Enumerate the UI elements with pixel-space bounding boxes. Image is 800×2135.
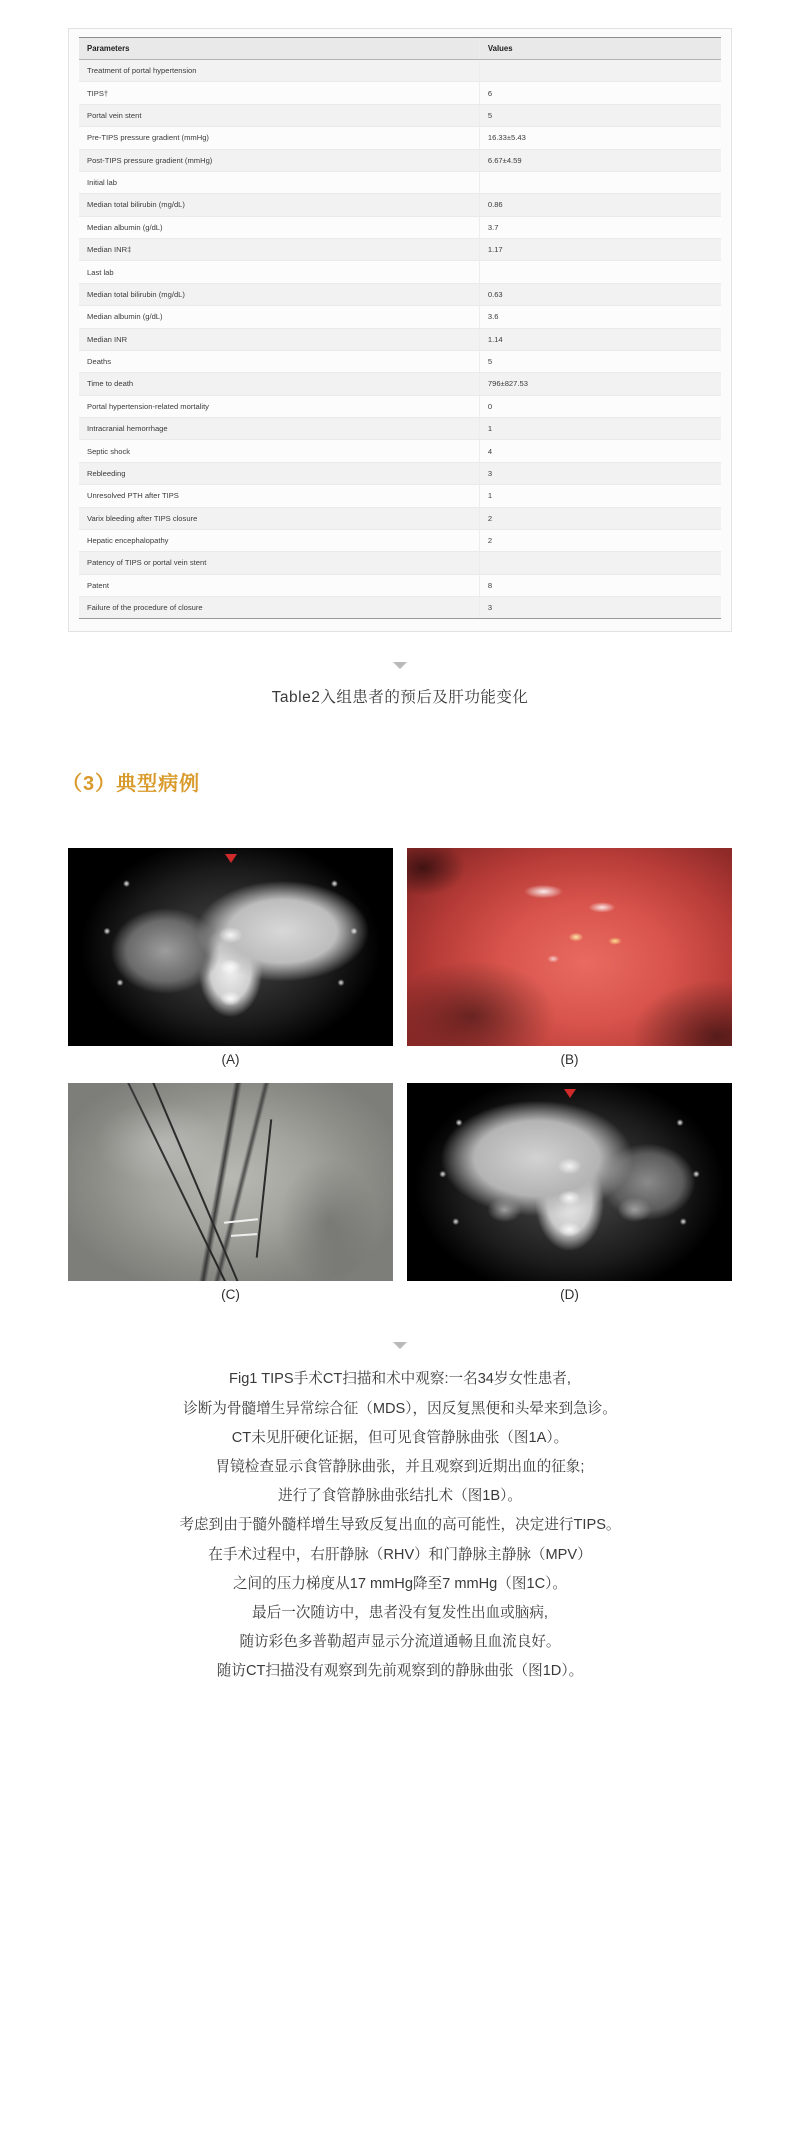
table-row: [79, 395, 721, 417]
table-row: [79, 283, 721, 305]
table-cell-parameter: Median INR‡: [79, 239, 479, 261]
figure-panel-c: [68, 1083, 393, 1316]
catheter-wire: [146, 1083, 241, 1281]
table-cell-value: 8: [479, 574, 721, 596]
figure-label-b: (B): [560, 1052, 579, 1068]
figure-caption-line: 进行了食管静脉曲张结扎术（图1B）。: [277, 1488, 523, 1505]
table-cell-value: [479, 261, 721, 283]
table-row: [79, 597, 721, 619]
table-cell-value: 796±827.53: [479, 373, 721, 395]
table-row: [79, 171, 721, 193]
figure-caption-line: 随访彩色多普勒超声显示分流道通畅且血流良好。: [239, 1634, 561, 1651]
figure-panel-d: [407, 1083, 732, 1316]
table-cell-value: 6: [479, 82, 721, 104]
table-cell-parameter: Rebleeding: [79, 462, 479, 484]
table-cell-value: [479, 171, 721, 193]
table-row: [79, 373, 721, 395]
table-cell-parameter: Deaths: [79, 350, 479, 372]
table-cell-parameter: Treatment of portal hypertension: [79, 60, 479, 82]
figure-caption-line: 之间的压力梯度从17 mmHg降至7 mmHg（图1C）。: [232, 1575, 568, 1592]
table-row: [79, 440, 721, 462]
table-cell-parameter: Portal vein stent: [79, 104, 479, 126]
table-cell-value: 0.63: [479, 283, 721, 305]
figure-caption: [46, 1365, 754, 1686]
table-cell-value: 1.17: [479, 239, 721, 261]
figure-panel-b: [407, 848, 732, 1081]
ct-image-a: [68, 848, 393, 1046]
endoscopy-image-b: [407, 848, 732, 1046]
table-cell-parameter: Septic shock: [79, 440, 479, 462]
table-cell-parameter: Failure of the procedure of closure: [79, 597, 479, 619]
column-header-values: Values: [479, 38, 721, 60]
figure-caption-line: CT未见肝硬化证据，但可见食管静脉曲张（图1A）。: [231, 1429, 569, 1446]
fluoroscopy-image-c: [68, 1083, 393, 1281]
table-caption: Table2入组患者的预后及肝功能变化: [271, 689, 529, 707]
table-cell-parameter: Hepatic encephalopathy: [79, 529, 479, 551]
catheter-wire: [256, 1119, 272, 1257]
table-row: [79, 82, 721, 104]
table-row: [79, 194, 721, 216]
figure-caption-line: 随访CT扫描没有观察到先前观察到的静脉曲张（图1D）。: [216, 1663, 584, 1680]
figure-caption-line: 胃镜检查显示食管静脉曲张，并且观察到近期出血的征象;: [215, 1458, 585, 1475]
table-row: [79, 149, 721, 171]
table-cell-value: 6.67±4.59: [479, 149, 721, 171]
table-row: [79, 485, 721, 507]
table-cell-value: 3: [479, 462, 721, 484]
stent-marker: [224, 1218, 258, 1223]
table-cell-parameter: Last lab: [79, 261, 479, 283]
table-cell-value: 5: [479, 350, 721, 372]
table-row: [79, 306, 721, 328]
table-cell-value: 0: [479, 395, 721, 417]
table-cell-parameter: Post-TIPS pressure gradient (mmHg): [79, 149, 479, 171]
table-cell-value: 1: [479, 485, 721, 507]
table-cell-parameter: Median albumin (g/dL): [79, 216, 479, 238]
figure-grid: [68, 848, 732, 1316]
table-cell-parameter: Varix bleeding after TIPS closure: [79, 507, 479, 529]
table-cell-value: 3.7: [479, 216, 721, 238]
table-row: [79, 552, 721, 574]
table-cell-parameter: Median albumin (g/dL): [79, 306, 479, 328]
table-cell-parameter: Median total bilirubin (mg/dL): [79, 194, 479, 216]
table-row: [79, 127, 721, 149]
table-cell-value: 3: [479, 597, 721, 619]
catheter-wire: [120, 1083, 226, 1281]
document-page: [0, 28, 800, 2135]
table-cell-parameter: Patency of TIPS or portal vein stent: [79, 552, 479, 574]
table-row: [79, 507, 721, 529]
table-cell-parameter: Portal hypertension-related mortality: [79, 395, 479, 417]
figure-caption-arrow-icon: [393, 1342, 407, 1349]
figure-caption-line: 在手术过程中，右肝静脉（RHV）和门静脉主静脉（MPV）: [208, 1546, 592, 1563]
table-row: [79, 104, 721, 126]
table-row: [79, 574, 721, 596]
table-row: [79, 462, 721, 484]
figure-caption-line: 考虑到由于髓外髓样增生导致反复出血的高可能性，决定进行TIPS。: [179, 1517, 621, 1534]
column-header-parameters: Parameters: [79, 38, 479, 60]
table-cell-parameter: Unresolved PTH after TIPS: [79, 485, 479, 507]
table-body: [79, 60, 721, 619]
table-cell-parameter: Median INR: [79, 328, 479, 350]
table-cell-value: 0.86: [479, 194, 721, 216]
figure-caption-line: Fig1 TIPS手术CT扫描和术中观察:一名34岁女性患者,: [229, 1371, 571, 1388]
marker-triangle-icon: [225, 854, 237, 863]
table-cell-value: 2: [479, 529, 721, 551]
table-row: [79, 261, 721, 283]
figure-caption-line: 最后一次随访中，患者没有复发性出血或脑病,: [252, 1604, 548, 1621]
table-cell-value: 1: [479, 418, 721, 440]
table-cell-value: 4: [479, 440, 721, 462]
figure-panel-a: [68, 848, 393, 1081]
table-cell-parameter: Patent: [79, 574, 479, 596]
table-row: [79, 328, 721, 350]
figure-label-d: (D): [560, 1287, 579, 1303]
marker-triangle-icon: [564, 1089, 576, 1098]
table-cell-parameter: Pre-TIPS pressure gradient (mmHg): [79, 127, 479, 149]
table-cell-parameter: Time to death: [79, 373, 479, 395]
table-cell-value: 3.6: [479, 306, 721, 328]
table-cell-value: 2: [479, 507, 721, 529]
table-cell-value: 16.33±5.43: [479, 127, 721, 149]
figure-label-c: (C): [221, 1287, 240, 1303]
table-row: [79, 418, 721, 440]
table-row: [79, 529, 721, 551]
table-cell-value: 5: [479, 104, 721, 126]
table-cell-parameter: Median total bilirubin (mg/dL): [79, 283, 479, 305]
table-row: [79, 239, 721, 261]
results-table: [79, 37, 721, 619]
table-row: [79, 60, 721, 82]
caption-arrow-icon: [393, 662, 407, 669]
table-cell-value: 1.14: [479, 328, 721, 350]
table-cell-parameter: Intracranial hemorrhage: [79, 418, 479, 440]
table-cell-value: [479, 60, 721, 82]
stent-marker: [230, 1233, 256, 1236]
ct-image-d: [407, 1083, 732, 1281]
table-header: [79, 38, 721, 60]
figure-label-a: (A): [221, 1052, 240, 1068]
section-heading: （3）典型病例: [62, 773, 201, 796]
table-row: [79, 350, 721, 372]
results-table-container: [68, 28, 732, 632]
table-cell-parameter: TIPS†: [79, 82, 479, 104]
figure-caption-line: 诊断为骨髓增生异常综合征（MDS），因反复黑便和头晕来到急诊。: [183, 1400, 617, 1417]
table-header-row: [79, 38, 721, 60]
table-cell-value: [479, 552, 721, 574]
table-cell-parameter: Initial lab: [79, 171, 479, 193]
table-row: [79, 216, 721, 238]
